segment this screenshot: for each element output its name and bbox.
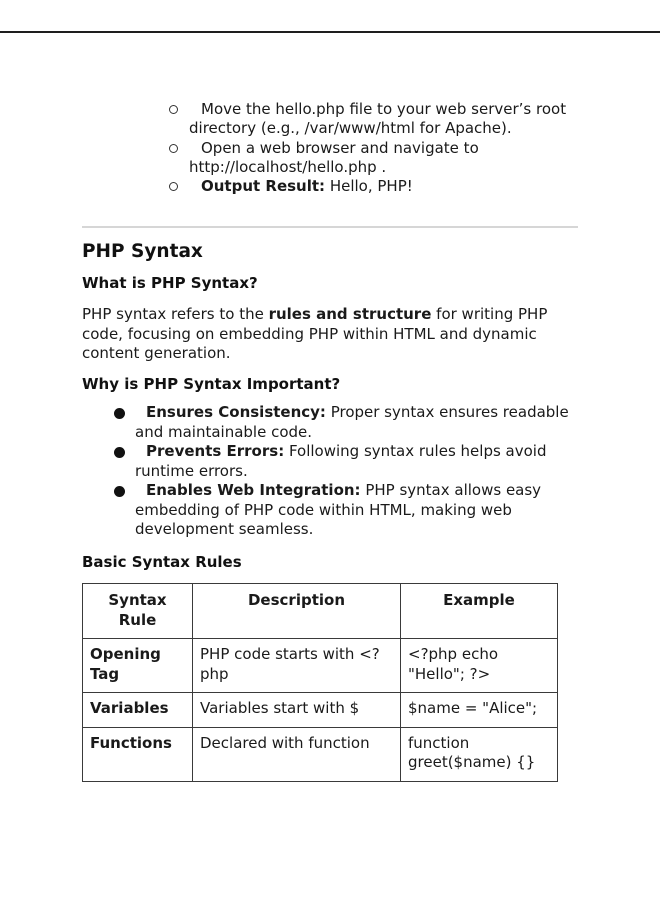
rule-cell: Variables (83, 693, 193, 728)
page-top-border (0, 31, 660, 33)
point-text: Proper syntax ensures readable and maintainable code. (135, 403, 569, 441)
example-cell: function greet($name) {} (401, 727, 558, 781)
description-cell: PHP code starts with <?php (193, 639, 401, 693)
filled-circle-bullet-icon (114, 447, 125, 458)
list-item (166, 177, 586, 196)
what-paragraph (82, 305, 562, 364)
filled-circle-bullet-icon (114, 486, 125, 497)
point-bold: Ensures Consistency: (146, 403, 326, 421)
list-item (112, 403, 582, 442)
table-row (83, 727, 558, 781)
step-text: Hello, PHP! (325, 177, 413, 196)
table-row (83, 693, 558, 728)
rules-heading: Basic Syntax Rules (82, 553, 242, 571)
why-points-list (112, 403, 582, 540)
section-divider (82, 226, 578, 228)
example-cell: <?php echo "Hello"; ?> (401, 639, 558, 693)
column-header: Example (401, 584, 558, 639)
hollow-circle-bullet-icon (169, 182, 178, 191)
table-header-row (83, 584, 558, 639)
step-text: Open a web browser and navigate to http://localhost/hello.php . (189, 138, 479, 176)
point-text: Following syntax rules helps avoid runtime errors. (135, 442, 547, 480)
description-cell: Variables start with $ (193, 693, 401, 728)
point-text: PHP syntax allows easy embedding of PHP code within HTML, making web development seamless. (135, 481, 542, 538)
step-bold: Output Result: (201, 177, 326, 196)
why-heading: Why is PHP Syntax Important? (82, 375, 341, 393)
section-title: PHP Syntax (82, 241, 203, 262)
list-item (112, 481, 582, 540)
list-item (166, 139, 586, 178)
description-cell: Declared with function (193, 727, 401, 781)
example-cell: $name = "Alice"; (401, 693, 558, 728)
paragraph-bold: rules and structure (268, 305, 432, 323)
hollow-circle-bullet-icon (169, 105, 178, 114)
filled-circle-bullet-icon (114, 408, 125, 419)
paragraph-text: for writing PHP code, focusing on embedding PHP within HTML and dynamic content generation. (82, 305, 548, 362)
hollow-circle-bullet-icon (169, 144, 178, 153)
setup-substeps-list (166, 100, 586, 196)
table-row (83, 639, 558, 693)
column-header: Description (193, 584, 401, 639)
column-header: Syntax Rule (83, 584, 193, 639)
step-text: Move the hello.php file to your web server’s root directory (e.g., /var/www/html for Apache). (189, 100, 567, 138)
paragraph-text: PHP syntax refers to the (82, 305, 269, 323)
point-bold: Prevents Errors: (146, 442, 285, 460)
syntax-rules-table (82, 583, 558, 782)
list-item (112, 442, 582, 481)
list-item (166, 100, 586, 139)
rule-cell: Opening Tag (83, 639, 193, 693)
what-heading: What is PHP Syntax? (82, 274, 258, 292)
point-bold: Enables Web Integration: (146, 481, 361, 499)
rule-cell: Functions (83, 727, 193, 781)
